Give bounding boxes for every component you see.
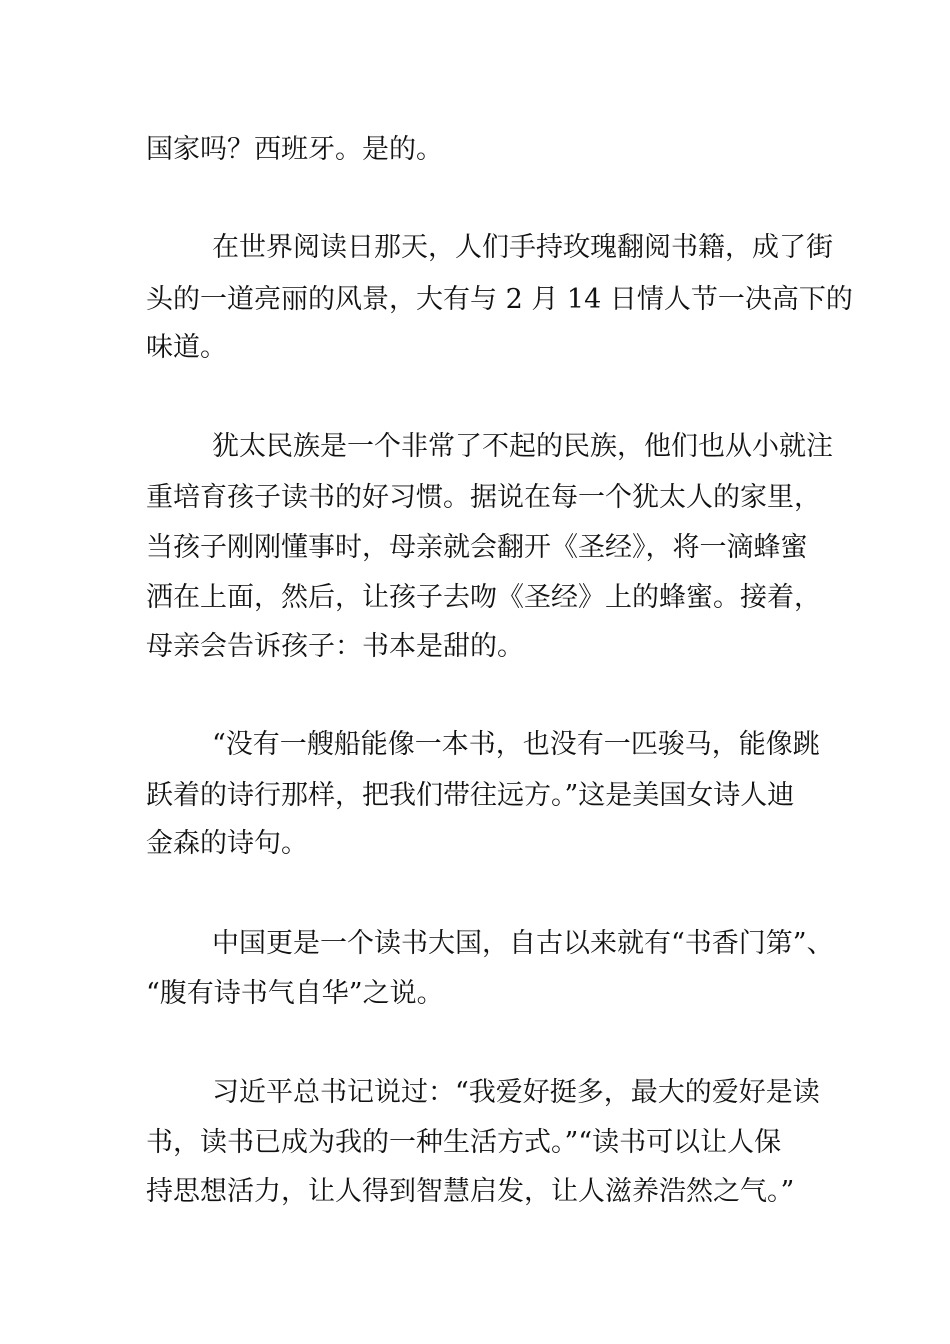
paragraph-line: 金森的诗句。	[146, 828, 308, 859]
paragraph-line: 味道。	[146, 332, 227, 363]
paragraph-line: 中国更是一个读书大国，自古以来就有“书香门第”、	[212, 928, 834, 959]
paragraph-line: 在世界阅读日那天，人们手持玫瑰翻阅书籍，成了街	[212, 232, 833, 263]
paragraph-line: 跃着的诗行那样，把我们带往远方。”这是美国女诗人迪	[146, 780, 795, 811]
paragraph-line: 头的一道亮丽的风景，大有与 2 月 14 日情人节一决高下的	[146, 284, 853, 315]
paragraph-line: 书，读书已成为我的一种生活方式。”“读书可以让人保	[146, 1127, 782, 1158]
paragraph-line: “腹有诗书气自华”之说。	[146, 978, 444, 1009]
paragraph-line: 国家吗？西班牙。是的。	[146, 134, 443, 165]
paragraph-line: 母亲会告诉孩子：书本是甜的。	[146, 631, 524, 662]
paragraph-line: “没有一艘船能像一本书，也没有一匹骏马，能像跳	[212, 729, 820, 760]
paragraph-line: 犹太民族是一个非常了不起的民族，他们也从小就注	[212, 431, 833, 462]
paragraph-line: 习近平总书记说过：“我爱好挺多，最大的爱好是读	[212, 1077, 820, 1108]
paragraph-line: 持思想活力，让人得到智慧启发，让人滋养浩然之气。”	[146, 1176, 795, 1207]
paragraph-line: 重培育孩子读书的好习惯。据说在每一个犹太人的家里，	[146, 482, 821, 513]
paragraph-line: 洒在上面，然后，让孩子去吻《圣经》上的蜂蜜。接着，	[146, 582, 821, 613]
paragraph-line: 当孩子刚刚懂事时，母亲就会翻开《圣经》，将一滴蜂蜜	[146, 532, 808, 563]
